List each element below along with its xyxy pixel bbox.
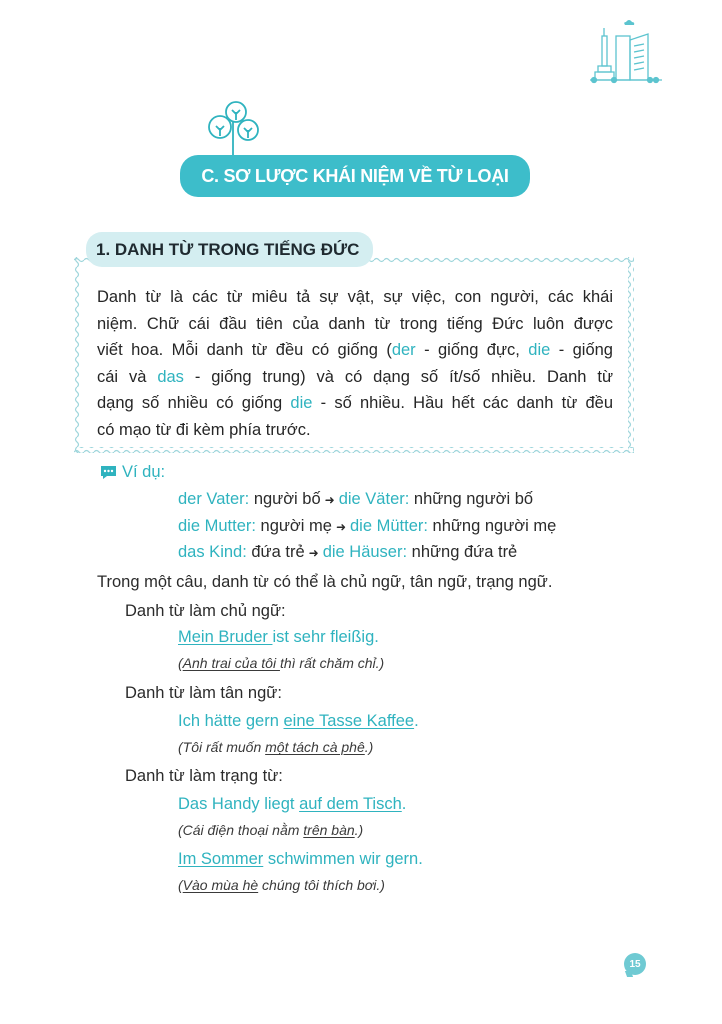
paragraph-text: - giống trung) và có dạng số ít/số nhiều. Danh từ: [183, 367, 614, 386]
vietnamese-translation: [178, 877, 385, 893]
page-number-badge: [624, 953, 646, 975]
german-text: .: [414, 712, 419, 730]
chat-bubble-icon: [100, 465, 117, 480]
tree-icon: [204, 100, 262, 162]
paragraph-text: Danh từ là các từ miêu tả sự vật, sự việc, con người, các khái: [97, 288, 613, 306]
paragraph-text: có mạo từ đi kèm phía trước.: [97, 420, 311, 439]
vietnamese-text: (Cái điện thoại nằm: [178, 822, 304, 838]
singular-german: die Mutter:: [178, 516, 256, 535]
singular-vietnamese: người mẹ: [255, 516, 332, 535]
article-highlight: der: [391, 341, 416, 360]
paragraph-line: [97, 390, 613, 417]
singular-german: das Kind:: [178, 543, 247, 561]
vietnamese-text: .): [354, 822, 364, 838]
paragraph-text: dạng số nhiều có giống: [97, 394, 291, 413]
article-highlight: die: [290, 394, 313, 413]
vietnamese-underlined: trên bàn: [303, 822, 355, 838]
city-skyline-icon: [590, 16, 662, 86]
singular-vietnamese: đứa trẻ: [246, 543, 305, 561]
vietnamese-translation: [178, 739, 373, 755]
paragraph-line: [97, 311, 613, 338]
arrow-right-icon: ➜: [324, 493, 335, 507]
vietnamese-underlined: Vào mùa hè: [182, 877, 259, 893]
german-text: schwimmen wir gern.: [263, 850, 423, 868]
vietnamese-text: chúng tôi thích bơi.): [258, 877, 385, 893]
singular-german: der Vater:: [178, 490, 250, 508]
subsection-title: 1. DANH TỪ TRONG TIẾNG ĐỨC: [96, 239, 360, 259]
article-highlight: das: [157, 367, 184, 386]
paragraph-text: niệm. Chữ cái đầu tiên của danh từ trong tiếng Đức luôn được: [97, 314, 613, 333]
section-title-banner: [180, 155, 530, 197]
paragraph-line: [97, 337, 613, 364]
german-text: ist sehr fleißig.: [272, 628, 379, 646]
paragraph-line: [97, 364, 613, 391]
paragraph-text: - giống đực,: [415, 341, 529, 360]
german-underlined: Im Sommer: [178, 850, 264, 868]
paragraph-line: [97, 417, 613, 444]
vietnamese-text: (Tôi rất muốn: [178, 739, 266, 755]
plural-german: die Väter:: [338, 490, 410, 508]
article-highlight: die: [528, 341, 551, 360]
german-underlined: auf dem Tisch: [299, 795, 402, 813]
german-sentence: [178, 628, 379, 647]
role-label: Danh từ làm tân ngữ:: [125, 684, 282, 702]
german-text: Ich hätte gern: [178, 712, 284, 730]
vietnamese-translation: [178, 822, 363, 838]
vietnamese-underlined: Anh trai của tôi: [182, 655, 280, 671]
vietnamese-underlined: một tách cà phê: [265, 739, 365, 755]
vietnamese-text: .): [364, 739, 374, 755]
vietnamese-text: (: [178, 877, 183, 893]
intro-paragraph: [97, 284, 613, 444]
paragraph-text: - số nhiều. Hầu hết các danh từ đều: [312, 394, 613, 413]
paragraph-text: - giống: [550, 341, 613, 360]
role-label: Danh từ làm trạng từ:: [125, 767, 283, 785]
german-sentence: [178, 850, 423, 869]
section-title: C. SƠ LƯỢC KHÁI NIỆM VỀ TỪ LOẠI: [201, 165, 509, 186]
example-label-text: Ví dụ:: [122, 463, 166, 481]
vietnamese-text: thì rất chăm chỉ.): [279, 655, 385, 671]
example-row: [178, 517, 556, 536]
german-sentence: [178, 712, 419, 731]
arrow-right-icon: ➜: [335, 519, 346, 534]
german-underlined: eine Tasse Kaffee: [283, 712, 415, 730]
plural-vietnamese: những người bố: [409, 490, 534, 508]
plural-german: die Häuser:: [322, 543, 408, 561]
vietnamese-translation: [178, 655, 384, 671]
example-label: [100, 463, 165, 482]
paragraph-line: [97, 284, 613, 311]
example-row: [178, 543, 517, 562]
example-row: [178, 490, 533, 509]
paragraph-text: cái và: [97, 367, 158, 386]
singular-vietnamese: người bố: [249, 490, 321, 508]
vietnamese-text: (: [178, 655, 183, 671]
german-text: .: [401, 795, 407, 813]
german-underlined: Mein Bruder: [178, 628, 273, 646]
plural-german: die Mütter:: [350, 516, 428, 535]
plural-vietnamese: những người mẹ: [427, 516, 557, 535]
paragraph-text: viết hoa. Mỗi danh từ đều có giống (: [97, 341, 392, 360]
subsection-title-pill: [86, 232, 373, 267]
roles-intro: Trong một câu, danh từ có thể là chủ ngữ, tân ngữ, trạng ngữ.: [97, 573, 553, 591]
plural-vietnamese: những đứa trẻ: [407, 543, 518, 561]
german-sentence: [178, 795, 406, 814]
role-label: Danh từ làm chủ ngữ:: [125, 602, 286, 620]
german-text: Das Handy liegt: [178, 795, 300, 813]
page-number: 15: [629, 958, 641, 970]
arrow-right-icon: ➜: [308, 546, 319, 560]
